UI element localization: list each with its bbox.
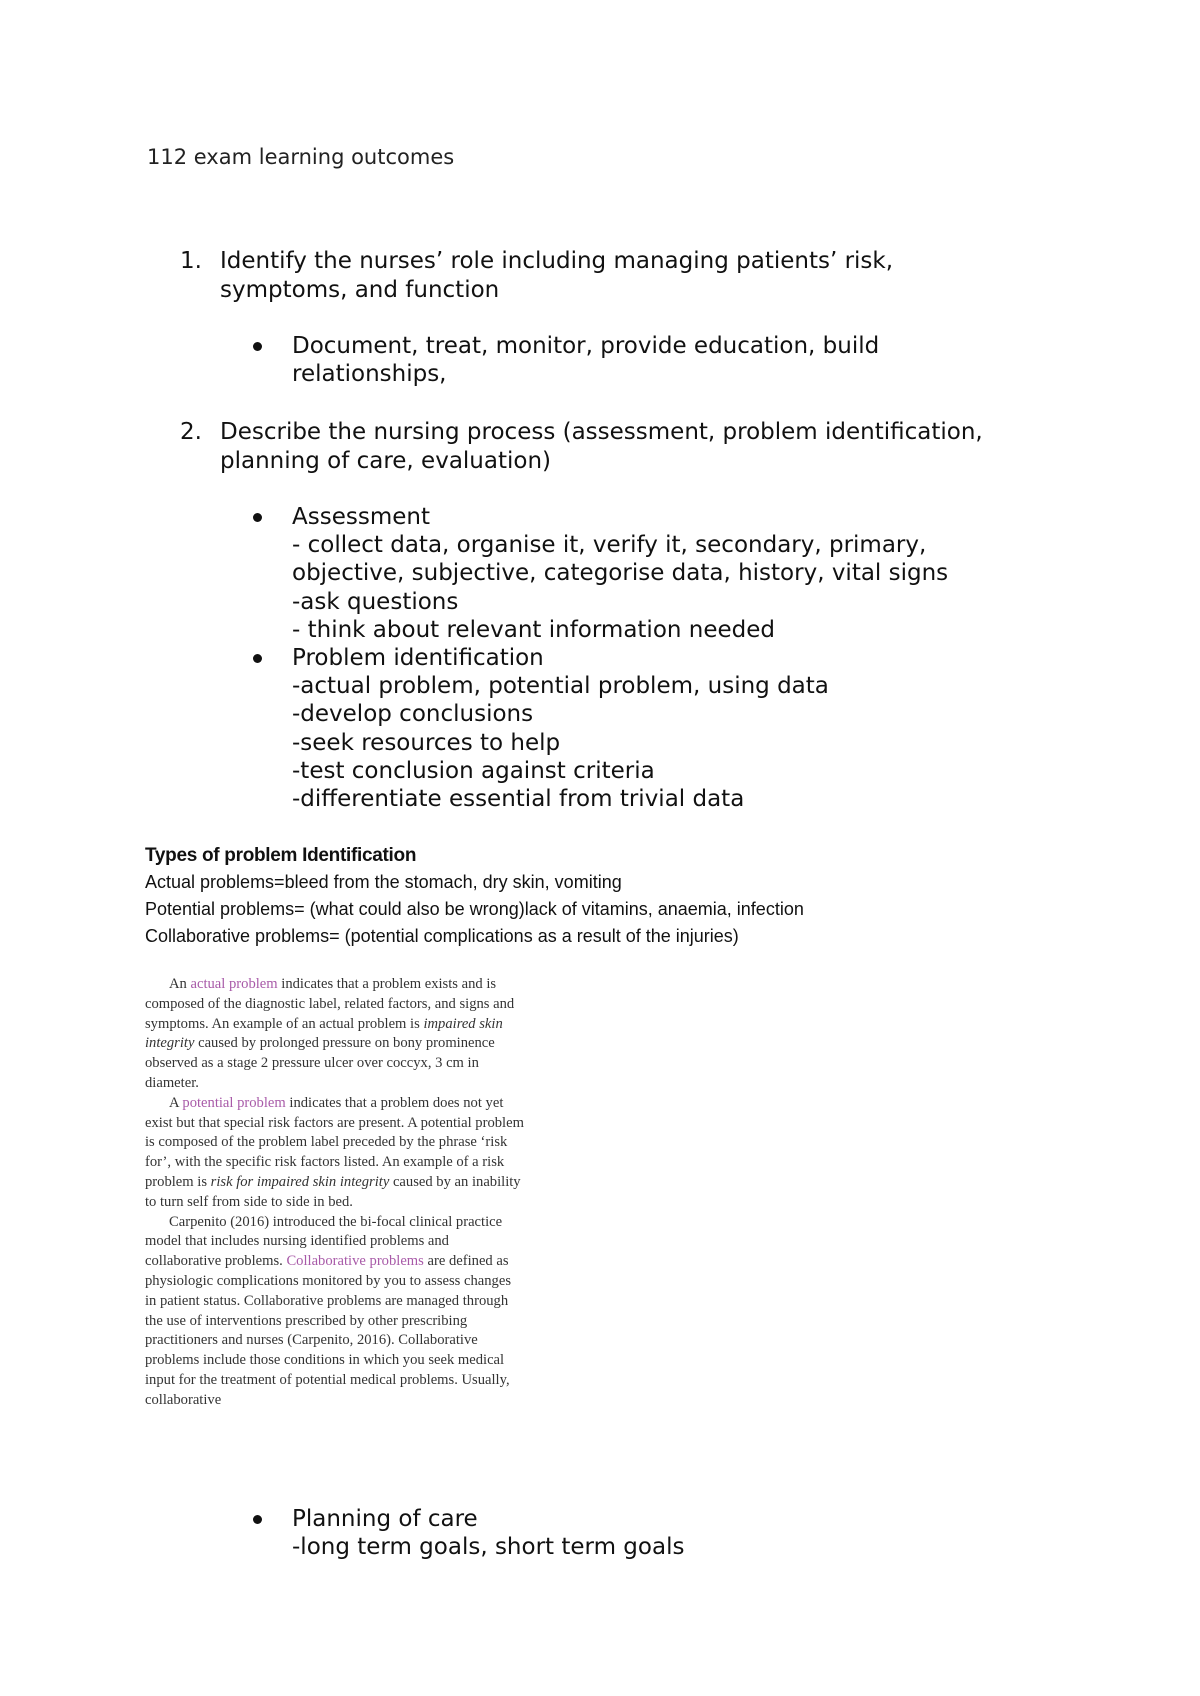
types-actual: Actual problems=bleed from the stomach, dry skin, vomiting: [145, 872, 622, 892]
excerpt-paragraph: Carpenito (2016) introduced the bi-focal clinical practice model that includes nursing identified problems and collaborative problems. Collaborative problems are defined as physiologic complications monitored by you to assess changes in patient status. Collaborative problems are managed through the use of interventions prescribed by other prescribing practitioners and nurses (Carpenito, 2016). Collaborative problems include those conditions in which you seek medical input for the treatment of potential medical problems. Usually, collaborative: [145, 1213, 512, 1408]
outcome-number: 1.: [180, 248, 202, 274]
bullet-line: -actual problem, potential problem, using data: [292, 673, 829, 700]
bullet-line: - think about relevant information needed: [292, 616, 776, 643]
bullet-line: -develop conclusions: [292, 701, 534, 728]
outcome-line: planning of care, evaluation): [220, 447, 552, 474]
types-section: [145, 842, 1045, 950]
bullet-text: [292, 644, 1092, 813]
bullet-line: -differentiate essential from trivial data: [292, 786, 745, 813]
types-heading: Types of problem Identification: [145, 845, 417, 866]
bullet-line: -ask questions: [292, 588, 459, 615]
outcome-text: [220, 247, 1070, 304]
bullet-line: -test conclusion against criteria: [292, 757, 655, 784]
excerpt-paragraph: A potential problem indicates that a problem does not yet exist but that special risk factors are present. A potential problem is composed of the problem label preceded by the phrase ‘risk for’, with the specific risk factors listed. An example of a risk problem is risk for impaired skin integrity caused by an inability to turn self from side to side in bed.: [145, 1094, 524, 1210]
bullet-icon: [253, 1515, 262, 1524]
bullet-text: [292, 332, 1092, 388]
term-actual-problem: actual problem: [190, 976, 278, 992]
bullet-line: objective, subjective, categorise data, history, vital signs: [292, 560, 949, 587]
bullet-line: -seek resources to help: [292, 729, 561, 756]
outcome-number: 2.: [180, 419, 202, 445]
page-title: 112 exam learning outcomes: [147, 145, 455, 169]
bullet-line: relationships,: [292, 361, 447, 388]
bullet-line: Assessment: [292, 504, 430, 530]
bullet-line: Document, treat, monitor, provide education, build: [292, 333, 880, 359]
types-potential: Potential problems= (what could also be wrong)lack of vitamins, anaemia, infection: [145, 899, 804, 919]
outcome-line: Describe the nursing process (assessment, problem identification,: [220, 419, 983, 445]
textbook-excerpt: [145, 975, 525, 1475]
bullet-text: [292, 1505, 1092, 1561]
bullet-line: - collect data, organise it, verify it, secondary, primary,: [292, 532, 927, 559]
bullet-line: -long term goals, short term goals: [292, 1534, 685, 1561]
types-collaborative: Collaborative problems= (potential complications as a result of the injuries): [145, 926, 739, 946]
outcome-line: Identify the nurses’ role including managing patients’ risk,: [220, 248, 894, 274]
bullet-icon: [253, 654, 262, 663]
bullet-line: Problem identification: [292, 645, 544, 671]
bullet-icon: [253, 513, 262, 522]
term-potential-problem: potential problem: [182, 1094, 286, 1111]
bullet-icon: [253, 342, 262, 351]
bullet-line: Planning of care: [292, 1506, 478, 1532]
bullet-text: [292, 503, 1092, 644]
outcome-text: [220, 418, 1070, 475]
term-collaborative-problems: Collaborative problems: [286, 1253, 424, 1270]
excerpt-paragraph: An actual problem indicates that a problem exists and is composed of the diagnostic label, related factors, and signs and symptoms. An example of an actual problem is impaired skin integrity caused by prolonged pressure on bony prominence observed as a stage 2 pressure ulcer over coccyx, 3 cm in diameter.: [145, 976, 515, 1091]
outcome-line: symptoms, and function: [220, 276, 500, 303]
